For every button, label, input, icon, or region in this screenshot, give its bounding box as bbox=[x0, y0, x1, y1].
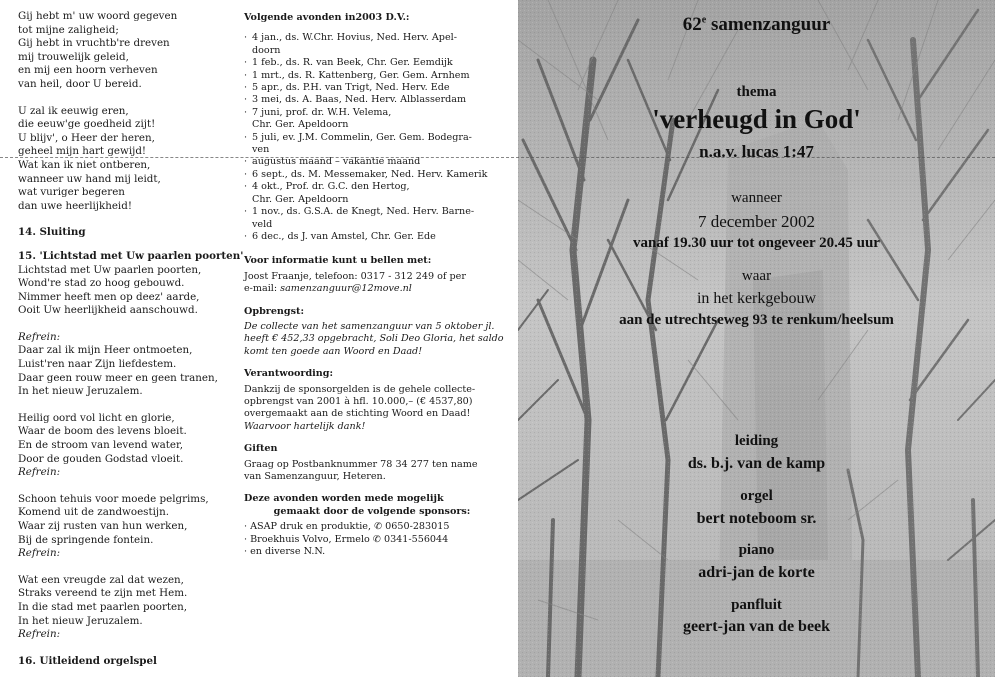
lyric-line: In die stad met paarlen poorten, bbox=[18, 600, 188, 613]
schedule-item bbox=[244, 70, 520, 82]
sponsor-item bbox=[244, 546, 520, 558]
fold-line bbox=[0, 157, 995, 158]
opbrengst-section bbox=[244, 306, 520, 359]
verantwoording-title: Verantwoording: bbox=[244, 368, 334, 380]
location-line-2: aan de utrechtseweg 93 te renkum/heelsum bbox=[619, 312, 894, 328]
sponsor-item bbox=[244, 534, 520, 546]
email-prefix: e-mail: bbox=[244, 283, 281, 295]
schedule-text: 3 mei, ds. A. Baas, Ned. Herv. Alblasserdam bbox=[252, 94, 467, 106]
refrain-label: Refrein: bbox=[18, 466, 61, 479]
schedule-text: ven bbox=[252, 144, 270, 156]
info-email-line bbox=[244, 283, 520, 295]
schedule-text: veld bbox=[252, 218, 273, 230]
lyric-line: Daar zal ik mijn Heer ontmoeten, bbox=[18, 344, 193, 357]
refrain-block bbox=[18, 331, 232, 399]
thema-label: thema bbox=[736, 84, 777, 100]
lyric-line: Luist'ren naar Zijn liefdestem. bbox=[18, 358, 177, 371]
left-column bbox=[0, 0, 244, 677]
info-title: Voor informatie kunt u bellen met: bbox=[244, 255, 432, 267]
lyric-line: Komend uit de zandwoestijn. bbox=[18, 506, 169, 519]
waar-label: waar bbox=[741, 268, 772, 284]
location-line-1: in het kerkgebouw bbox=[696, 290, 817, 307]
bullet-icon: · bbox=[244, 131, 248, 143]
lyric-line: geheel mijn hart gewijd! bbox=[18, 145, 147, 158]
lyric-line: Daar geen rouw meer en geen tranen, bbox=[18, 371, 218, 384]
schedule-item bbox=[244, 169, 520, 181]
schedule-text: augustus maand – vakantie maand bbox=[252, 156, 421, 168]
leiding-label: leiding bbox=[734, 433, 779, 449]
sponsor-text: Broekhuis Volvo, Ermelo ✆ 0341-556044 bbox=[250, 533, 449, 545]
schedule-text: 6 sept., ds. M. Messemaker, Ned. Herv. Kamerik bbox=[252, 168, 488, 180]
orgel-label: orgel bbox=[740, 488, 773, 504]
lyric-line: Schoon tehuis voor moede pelgrims, bbox=[18, 492, 209, 505]
item-16-heading: 16. Uitleidend orgelspel bbox=[18, 654, 157, 667]
sponsor-text: en diverse N.N. bbox=[250, 546, 326, 558]
schedule-text: Chr. Ger. Apeldoorn bbox=[252, 119, 349, 131]
schedule-item bbox=[244, 82, 520, 94]
refrain-label: Refrein: bbox=[18, 547, 61, 560]
leiding-name: ds. b.j. van de kamp bbox=[687, 455, 826, 472]
bullet-icon: · bbox=[244, 106, 248, 118]
info-section bbox=[244, 255, 520, 295]
edition-number: 62 bbox=[682, 14, 702, 35]
bullet-icon: · bbox=[244, 521, 248, 533]
schedule-text: 7 juni, prof. dr. W.H. Velema, bbox=[252, 106, 392, 118]
opbrengst-line: komt ten goede aan Woord en Daad! bbox=[244, 345, 423, 357]
giften-title: Giften bbox=[244, 443, 278, 455]
giften-line: van Samenzanguur, Heteren. bbox=[244, 471, 386, 482]
lyric-line: wat vuriger begeren bbox=[18, 186, 125, 199]
panfluit-label: panfluit bbox=[731, 597, 782, 613]
bullet-icon: · bbox=[244, 94, 248, 106]
piano-label: piano bbox=[738, 542, 775, 558]
wanneer-label: wanneer bbox=[731, 190, 782, 206]
sponsor-item bbox=[244, 521, 520, 533]
middle-column bbox=[238, 0, 520, 677]
schedule-item bbox=[244, 32, 520, 57]
giften-line: Graag op Postbanknummer 78 34 277 ten name bbox=[244, 458, 478, 470]
sponsor-text: ASAP druk en produktie, ✆ 0650-283015 bbox=[250, 521, 450, 533]
lyric-line: In het nieuw Jeruzalem. bbox=[18, 385, 143, 398]
lyric-line: tot mijne zaligheid; bbox=[18, 23, 119, 36]
cover-panel bbox=[518, 0, 995, 677]
info-phone: Joost Fraanje, telefoon: 0317 - 312 249 of per bbox=[244, 270, 466, 282]
schedule-text: doorn bbox=[252, 44, 281, 56]
lyric-line: Waar zij rusten van hun werken, bbox=[18, 520, 188, 532]
lyric-line: Waar de boom des levens bloeit. bbox=[18, 425, 187, 438]
schedule-item bbox=[244, 132, 520, 157]
bullet-icon: · bbox=[244, 206, 248, 218]
refrain-label: Refrein: bbox=[18, 628, 61, 641]
schedule-item bbox=[244, 107, 520, 132]
schedule-item bbox=[244, 94, 520, 106]
bullet-icon: · bbox=[244, 230, 248, 242]
schedule-list bbox=[244, 32, 520, 243]
lyric-line: die eeuw'ge goedheid zijt! bbox=[18, 118, 156, 131]
lyric-line: Lichtstad met Uw paarlen poorten, bbox=[18, 263, 202, 276]
verantwoording-line: Dankzij de sponsorgelden is de gehele collecte- bbox=[244, 383, 476, 395]
lyric-line: wanneer uw hand mij leidt, bbox=[18, 172, 161, 185]
event-date: 7 december 2002 bbox=[697, 212, 816, 231]
schedule-item bbox=[244, 181, 520, 206]
bullet-icon: · bbox=[244, 181, 248, 193]
piano-name: adri-jan de korte bbox=[698, 564, 815, 581]
lyric-line: Nimmer heeft men op deez' aarde, bbox=[18, 290, 200, 303]
stanza-2 bbox=[18, 105, 232, 214]
schedule-item bbox=[244, 206, 520, 231]
thanks-line: Waarvoor hartelijk dank! bbox=[244, 420, 366, 432]
lyric-line: Straks vereend te zijn met Hem. bbox=[18, 587, 188, 600]
verantwoording-line: overgemaakt aan de stichting Woord en Daad! bbox=[244, 408, 471, 420]
lyric-line: dan uwe heerlijkheid! bbox=[18, 199, 132, 212]
sponsors-title: Deze avonden worden mede mogelijk bbox=[244, 493, 444, 505]
schedule-text: Chr. Ger. Apeldoorn bbox=[252, 193, 349, 205]
bible-reference: n.a.v. lucas 1:47 bbox=[699, 142, 814, 161]
bullet-icon: · bbox=[244, 82, 248, 94]
giften-section bbox=[244, 443, 520, 483]
refrain-label: Refrein: bbox=[18, 330, 61, 343]
bullet-icon: · bbox=[244, 533, 248, 545]
email-link[interactable]: samenzanguur@12move.nl bbox=[280, 283, 412, 295]
verantwoording-section bbox=[244, 368, 520, 433]
schedule-text: 1 feb., ds. R. van Beek, Chr. Ger. Eemdijk bbox=[252, 57, 453, 69]
lyric-line: U blijv', o Heer der heren, bbox=[18, 131, 155, 144]
panfluit-name: geert-jan van de beek bbox=[682, 618, 831, 635]
sponsors-title-2: gemaakt door de volgende sponsors: bbox=[273, 505, 471, 517]
lyric-line: Door de gouden Godstad vloeit. bbox=[18, 452, 184, 465]
event-time: vanaf 19.30 uur tot ongeveer 20.45 uur bbox=[633, 235, 880, 251]
edition-title bbox=[518, 14, 995, 36]
schedule-text: 1 nov., ds. G.S.A. de Knegt, Ned. Herv. Barne- bbox=[252, 206, 475, 218]
schedule-text: 5 apr., ds. P.H. van Trigt, Ned. Herv. Ede bbox=[252, 82, 450, 94]
bullet-icon: · bbox=[244, 168, 248, 180]
lyric-line: Wond're stad zo hoog gebouwd. bbox=[18, 277, 185, 290]
stanza-1 bbox=[18, 10, 232, 92]
schedule-text: 4 okt., Prof. dr. G.C. den Hertog, bbox=[252, 181, 410, 193]
bullet-icon: · bbox=[244, 156, 248, 168]
lyric-line: En de stroom van levend water, bbox=[18, 439, 184, 452]
schedule-item bbox=[244, 57, 520, 69]
item-15-heading: 15. 'Lichtstad met Uw paarlen poorten' bbox=[18, 249, 244, 262]
opbrengst-title: Opbrengst: bbox=[244, 305, 304, 317]
bullet-icon: · bbox=[244, 57, 248, 69]
lyric-line: Gij hebt m' uw woord gegeven bbox=[18, 10, 178, 22]
orgel-name: bert noteboom sr. bbox=[696, 510, 817, 527]
lyric-line: Gij hebt in vruchtb're dreven bbox=[18, 37, 170, 50]
schedule-text: 5 juli, ev. J.M. Commelin, Ger. Gem. Bodegra- bbox=[252, 131, 472, 143]
stanza-4 bbox=[18, 493, 232, 561]
lyric-line: Wat een vreugde zal dat wezen, bbox=[18, 573, 184, 586]
bullet-icon: · bbox=[244, 32, 248, 44]
verantwoording-line: opbrengst van 2001 à hfl. 10.000,– (€ 4537,80) bbox=[244, 395, 473, 407]
edition-rest: samenzanguur bbox=[706, 14, 831, 35]
schedule-text: 6 dec., ds J. van Amstel, Chr. Ger. Ede bbox=[252, 230, 436, 242]
stanza-3 bbox=[18, 412, 232, 480]
item-15 bbox=[18, 249, 244, 318]
schedule-text: 1 mrt., ds. R. Kattenberg, Ger. Gem. Arnhem bbox=[252, 69, 470, 81]
lyric-line: van heil, door U bereid. bbox=[18, 77, 142, 90]
lyric-line: U zal ik eeuwig eren, bbox=[18, 104, 129, 117]
stanza-5 bbox=[18, 574, 232, 642]
lyric-line: Heilig oord vol licht en glorie, bbox=[18, 411, 175, 424]
lyric-line: Wat kan ik niet ontberen, bbox=[18, 158, 151, 171]
schedule-text: 4 jan., ds. W.Chr. Hovius, Ned. Herv. Apel- bbox=[252, 32, 457, 44]
opbrengst-line: heeft € 452,33 opgebracht, Soli Deo Gloria, het saldo bbox=[244, 333, 504, 345]
bullet-icon: · bbox=[244, 69, 248, 81]
thema-title: 'verheugd in God' bbox=[652, 104, 861, 134]
lyric-line: Ooit Uw heerlijkheid aanschouwd. bbox=[18, 304, 198, 317]
item-14-heading: 14. Sluiting bbox=[18, 226, 86, 239]
bullet-icon: · bbox=[244, 546, 248, 558]
lyric-line: In het nieuw Jeruzalem. bbox=[18, 614, 143, 627]
opbrengst-line: De collecte van het samenzanguur van 5 oktober jl. bbox=[244, 320, 495, 332]
schedule-title: Volgende avonden in2003 D.V.: bbox=[244, 12, 410, 23]
lyric-line: mij trouwelijk geleid, bbox=[18, 50, 129, 63]
schedule-item bbox=[244, 156, 520, 168]
edition-sup: e bbox=[701, 14, 707, 26]
lyric-line: en mij een hoorn verheven bbox=[18, 64, 158, 77]
lyric-line: Bij de springende fontein. bbox=[18, 533, 154, 546]
schedule-item bbox=[244, 231, 520, 243]
sponsors-section bbox=[244, 493, 520, 558]
